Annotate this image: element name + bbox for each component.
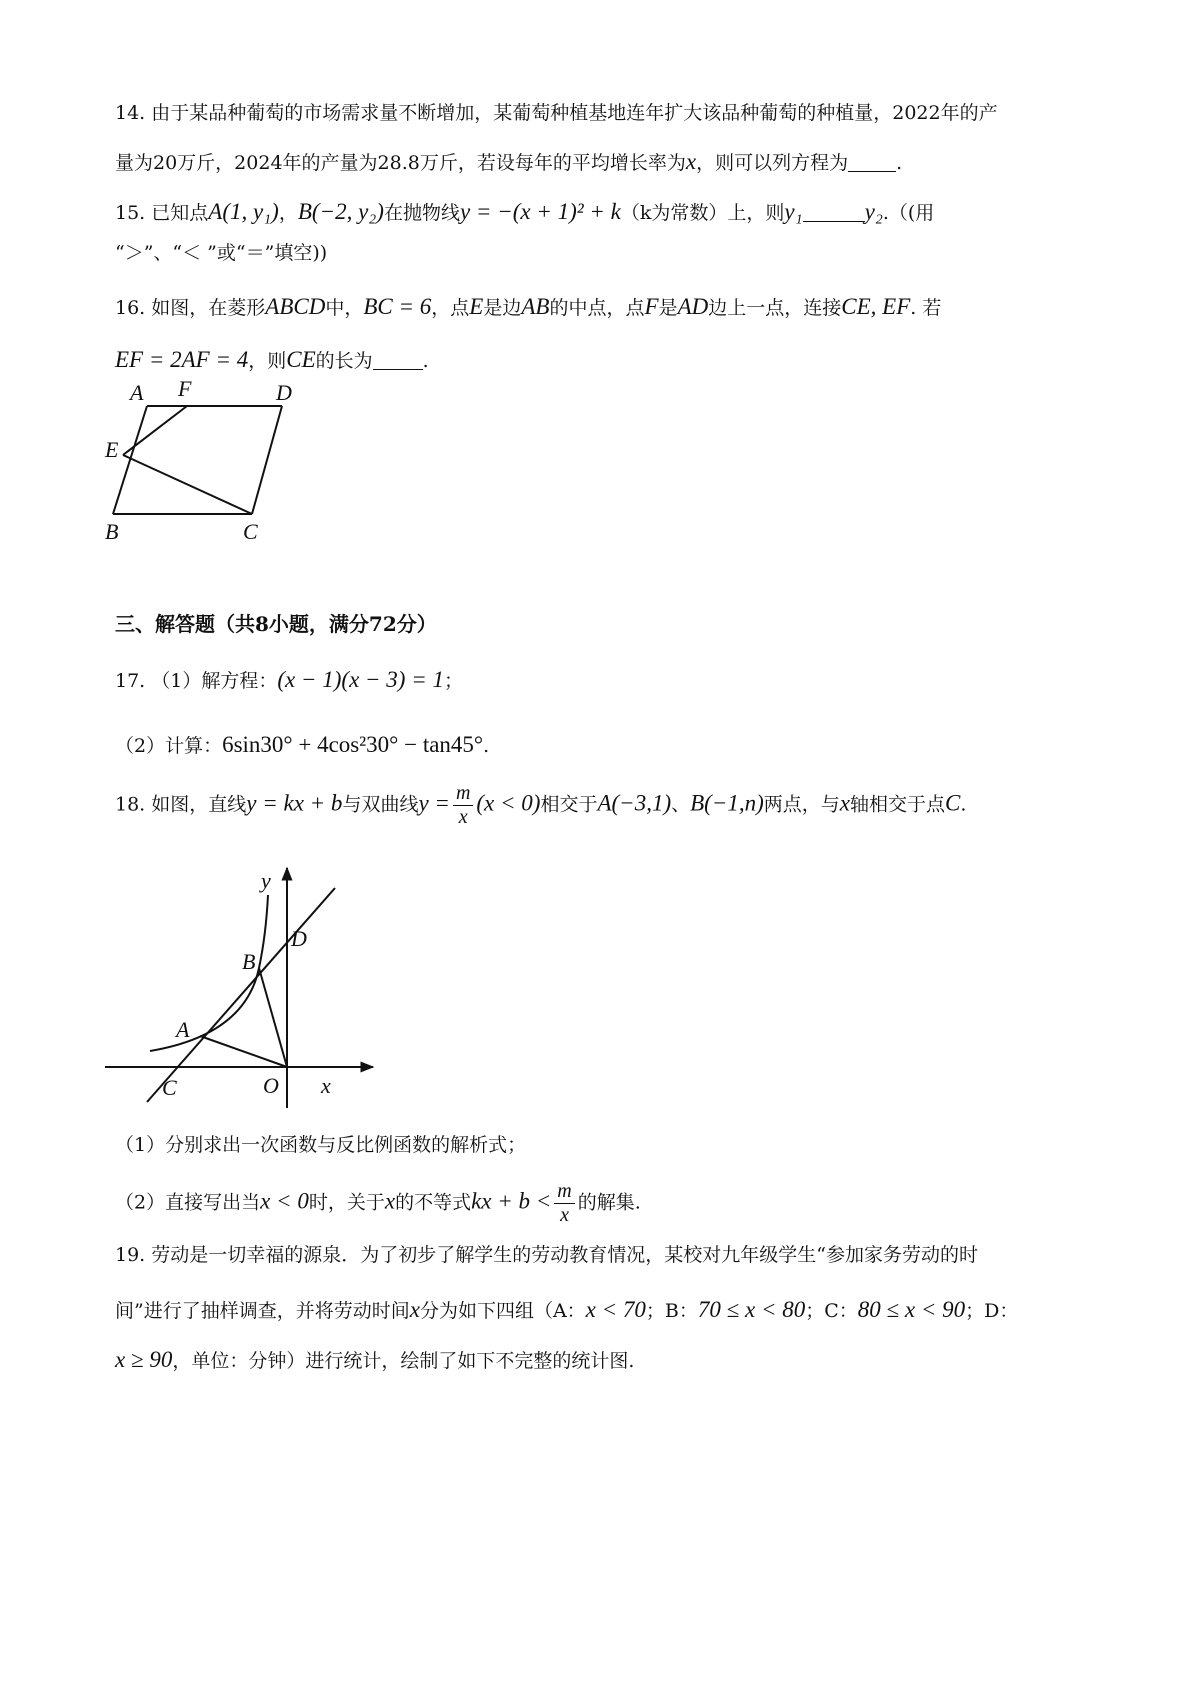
- q16-ab: AB: [521, 294, 550, 319]
- q19-group-d: x ≥ 90: [115, 1347, 173, 1372]
- q15-y2: y₂: [864, 199, 883, 224]
- q19-x: x: [409, 1297, 420, 1322]
- q15-prefix: 15. 已知点: [115, 202, 209, 224]
- q18-p2-condition: x < 0: [260, 1188, 309, 1214]
- q14-text-a: 量为20万斤，2024年的产量为28.8万斤，若设每年的平均增长率为: [115, 152, 686, 174]
- q14-line1: 14. 由于某品种葡萄的市场需求量不断增加，某葡萄种植基地连年扩大该品种葡萄的种植量，2022年的产: [115, 102, 998, 124]
- label-c: C: [162, 1075, 177, 1100]
- q18-prefix: 18. 如图，直线: [115, 793, 247, 816]
- q16-text-e: 的中点，点: [549, 297, 645, 319]
- q19-line3: [115, 1348, 634, 1371]
- q18-point-a: A(−3,1): [597, 790, 672, 816]
- q16-ce: CE: [286, 347, 316, 372]
- label-d: D: [291, 926, 307, 951]
- q14-var: x: [685, 149, 697, 174]
- q17-p1-equation: (x − 1)(x − 3) = 1: [277, 667, 444, 692]
- q19-sep2: ；C：: [805, 1300, 858, 1322]
- q18-p2-inequality: kx + b <: [471, 1188, 552, 1214]
- q19-text-b: 分为如下四组（A：: [419, 1300, 586, 1322]
- q19-line2: [115, 1298, 1018, 1321]
- q18-dot: .: [960, 793, 967, 816]
- q16-line1: [115, 295, 941, 318]
- edge-dc: [252, 406, 282, 514]
- q18-line-equation: y = kx + b: [246, 790, 343, 816]
- q15-tail: .（(用: [882, 202, 935, 224]
- q18-sep: 、: [671, 793, 691, 816]
- q14-line2: [115, 150, 902, 173]
- q15-y1: y₁: [784, 199, 803, 224]
- q18-point-b: B(−1,n): [690, 790, 764, 816]
- q18-fraction: [453, 782, 473, 829]
- q19-text-c: ，单位：分钟）进行统计，绘制了如下不完整的统计图.: [172, 1350, 635, 1372]
- q16-end: .: [422, 350, 429, 372]
- q16-e: E: [469, 294, 484, 319]
- q16-text-b: 中，: [325, 297, 364, 319]
- label-d: D: [276, 380, 292, 405]
- q18-p2-text-c: 的不等式: [395, 1191, 472, 1214]
- q18-p2-fraction: [554, 1180, 574, 1227]
- q19-sep1: ；B：: [645, 1300, 698, 1322]
- q18-p2-denominator: x: [560, 1204, 569, 1226]
- q18-y-equals: y =: [418, 790, 450, 816]
- q15-line2: “＞”、“＜ ”或“＝”填空)): [115, 242, 328, 264]
- q18-condition: (x < 0): [476, 790, 541, 816]
- label-a: A: [130, 380, 144, 405]
- q18-mid3: 两点，与: [763, 793, 840, 816]
- q16-text-a: 16. 如图，在菱形: [115, 297, 266, 319]
- segment-ao: [200, 1036, 287, 1067]
- q18-p2-text-b: 时，关于: [308, 1191, 385, 1214]
- rhombus-figure: [100, 375, 300, 590]
- segment-bo: [259, 968, 287, 1067]
- q16-text-c: ，点: [431, 297, 470, 319]
- segment-ec: [123, 455, 252, 514]
- q15-point-a: A(1, y₁): [208, 199, 279, 224]
- label-b: B: [242, 949, 256, 974]
- label-b: B: [105, 519, 119, 544]
- q17-p2-prefix: （2）计算：: [115, 735, 223, 757]
- q18-mid2: 相交于: [540, 793, 598, 816]
- q16-ad: AD: [677, 294, 709, 319]
- q17-part1: [115, 668, 463, 691]
- label-y: y: [261, 868, 271, 893]
- q16-text-f: 是: [658, 297, 678, 319]
- q16-shape: ABCD: [265, 294, 326, 319]
- label-o: O: [263, 1073, 279, 1098]
- label-c: C: [243, 519, 258, 544]
- label-x: x: [321, 1073, 331, 1098]
- q15-point-b: B(−2, y₂): [297, 199, 384, 224]
- q18-denominator: x: [458, 806, 468, 828]
- q17-p2-end: .: [483, 735, 490, 757]
- q18-numerator: m: [453, 782, 473, 806]
- section-title: 三、解答题（共8小题，满分72分）: [115, 612, 437, 636]
- q18-part1: （1）分别求出一次函数与反比例函数的解析式；: [115, 1134, 527, 1156]
- label-e: E: [105, 437, 119, 462]
- q17-p1-end: ；: [443, 670, 463, 692]
- q17-p1-prefix: 17. （1）解方程：: [115, 670, 278, 692]
- segment-ef: [123, 406, 187, 455]
- q16-text-d: 是边: [483, 297, 522, 319]
- q18-mid: 与双曲线: [342, 793, 419, 816]
- q18-stem: [115, 782, 966, 829]
- q17-p2-expression: 6sin30° + 4cos²30° − tan45°: [222, 732, 484, 757]
- q19-group-b: 70 ≤ x < 80: [697, 1297, 806, 1322]
- q15-note: （k为常数）上，则: [620, 202, 785, 224]
- q16-text-j: 的长为: [315, 350, 373, 372]
- q19-sep3: ；D：: [965, 1300, 1019, 1322]
- q16-text-g: 边上一点，连接: [708, 297, 842, 319]
- q19-group-a: x < 70: [585, 1297, 646, 1322]
- q16-line2: [115, 348, 429, 371]
- q16-condition: EF = 2AF = 4: [115, 347, 249, 372]
- q18-p2-numerator: m: [554, 1180, 574, 1204]
- q14-text-b: ，则可以列方程为: [696, 152, 849, 174]
- q16-ce-ef: CE, EF: [841, 294, 911, 319]
- label-a: A: [176, 1017, 190, 1042]
- q19-text-a: 间”进行了抽样调查，并将劳动时间: [115, 1300, 410, 1322]
- q14-end: .: [896, 152, 903, 174]
- q15-equation: y = −(x + 1)² + k: [459, 199, 621, 224]
- label-f: F: [178, 376, 192, 401]
- line-cd: [147, 888, 335, 1102]
- hyperbola-figure: [105, 840, 385, 1115]
- q15-mid: 在抛物线: [383, 202, 460, 224]
- q16-bc: BC = 6: [363, 294, 432, 319]
- q16-f: F: [644, 294, 659, 319]
- q16-text-i: ，则: [248, 350, 287, 372]
- q16-answer-blank: [373, 351, 423, 370]
- q18-point-c: C: [945, 790, 961, 816]
- q15-answer-blank: [803, 203, 865, 222]
- q18-p2-text-d: 的解集.: [577, 1191, 641, 1214]
- q15-line1: [115, 200, 934, 223]
- q14-answer-blank: [848, 153, 896, 172]
- q18-p2-text-a: （2）直接写出当: [115, 1191, 261, 1214]
- q18-part2: [115, 1180, 641, 1227]
- q18-end: 轴相交于点: [850, 793, 946, 816]
- q17-part2: [115, 733, 489, 756]
- q19-line1: 19. 劳动是一切幸福的源泉．为了初步了解学生的劳动教育情况，某校对九年级学生“参加家务劳动的时: [115, 1244, 978, 1266]
- q19-group-c: 80 ≤ x < 90: [857, 1297, 966, 1322]
- q15-sep: ，: [278, 202, 298, 224]
- q18-p2-x: x: [384, 1188, 396, 1214]
- q18-x-axis-name: x: [839, 790, 850, 816]
- q16-text-h: . 若: [910, 297, 942, 319]
